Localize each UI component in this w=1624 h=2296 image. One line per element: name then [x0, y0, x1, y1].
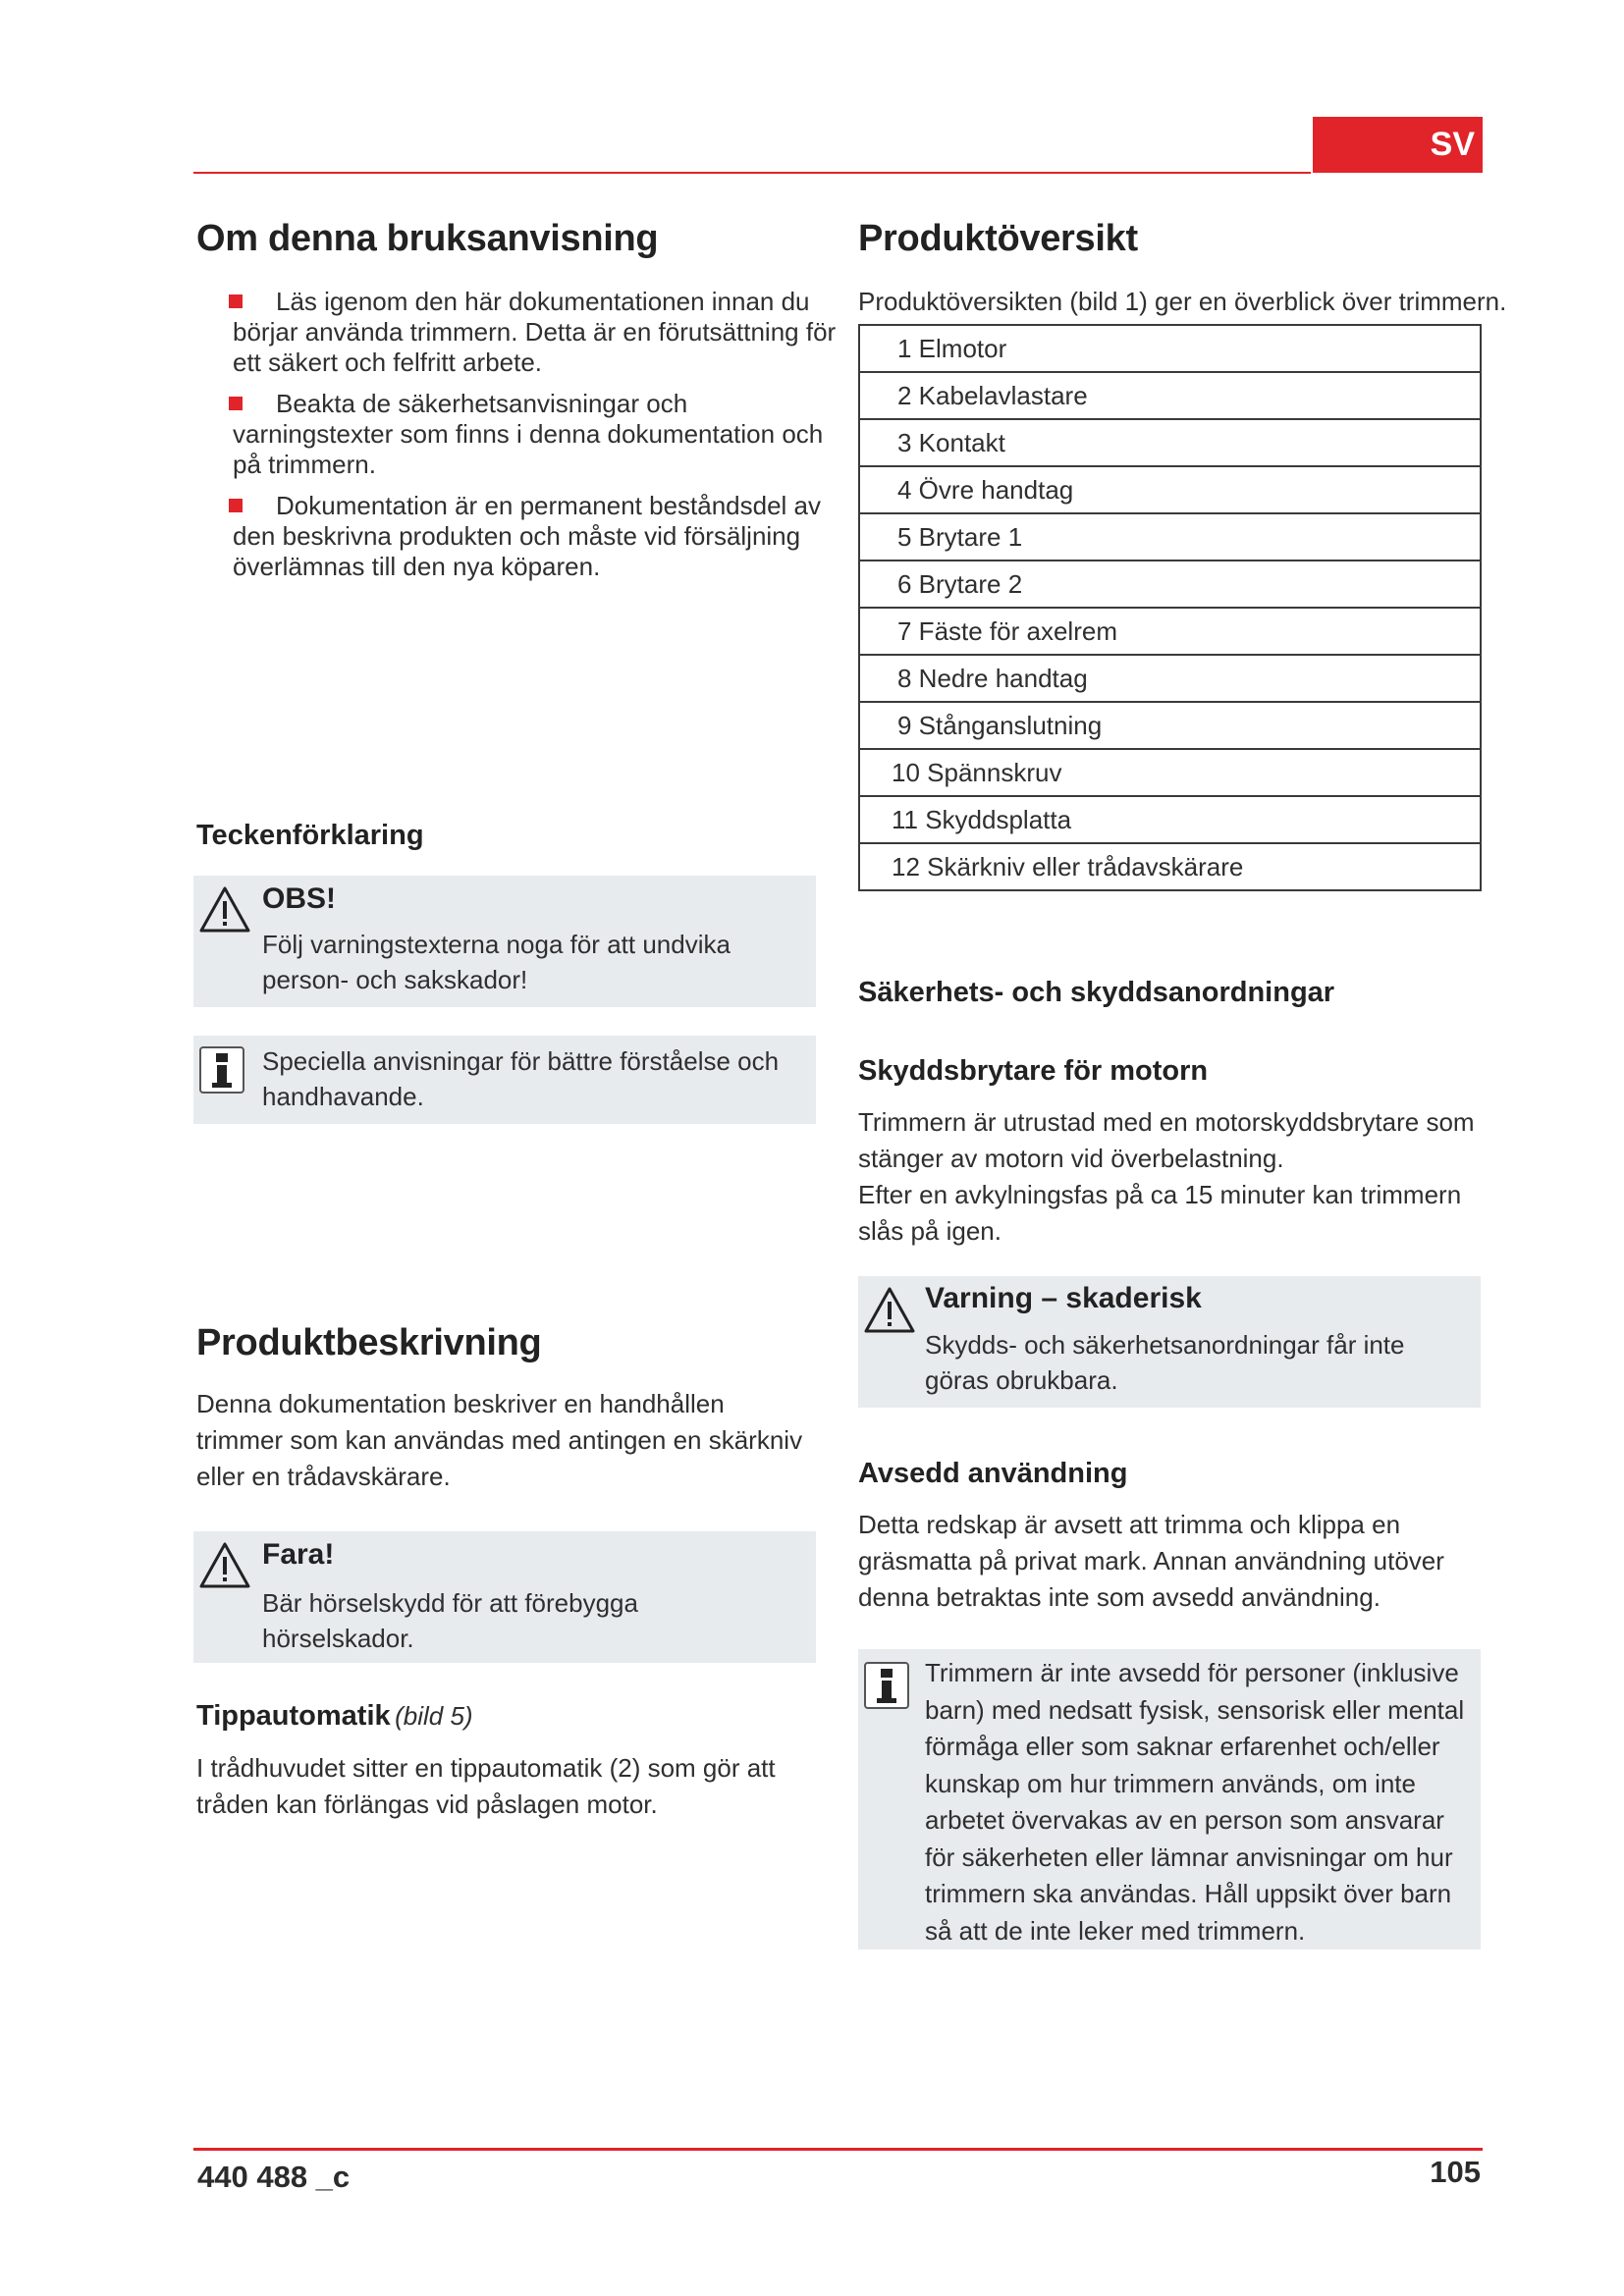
- table-cell: 8 Nedre handtag: [859, 655, 1481, 702]
- bullet-square-icon: [229, 499, 243, 512]
- tipp-heading: [196, 1700, 473, 1733]
- motor-protection-text-1: Trimmern är utrustad med en motorskyddsbrytare som stänger av motorn vid överbelastning.: [858, 1107, 1475, 1173]
- motor-protection-title: Skyddsbrytare för motorn: [858, 1055, 1209, 1087]
- bullet-square-icon: [229, 294, 243, 308]
- obs-text: Följ varningstexterna noga för att undvika person- och sakskador!: [262, 930, 731, 994]
- warning-triangle-icon: [863, 1286, 916, 1335]
- table-row: [859, 702, 1481, 749]
- warning-title: Varning – skaderisk: [925, 1282, 1202, 1314]
- safety-title: Säkerhets- och skyddsanordningar: [858, 977, 1335, 1008]
- table-cell: 2 Kabelavlastare: [859, 372, 1481, 419]
- page-number: 105: [1430, 2155, 1481, 2189]
- danger-title: Fara!: [262, 1538, 335, 1571]
- motor-protection-text-2: Efter en avkylningsfas på ca 15 minuter kan trimmern slås på igen.: [858, 1180, 1462, 1246]
- about-title: Om denna bruksanvisning: [196, 218, 659, 259]
- parts-table: [858, 324, 1482, 891]
- table-row: [859, 655, 1481, 702]
- legend-title: Teckenförklaring: [196, 820, 424, 851]
- intended-info-box: [858, 1649, 1481, 1949]
- table-cell: 9 Stånganslutning: [859, 702, 1481, 749]
- table-row: [859, 372, 1481, 419]
- table-row: [859, 749, 1481, 796]
- warning-text: Skydds- och säkerhetsanordningar får inte göras obrukbara.: [925, 1330, 1405, 1395]
- table-cell: 12 Skärkniv eller trådavskärare: [859, 843, 1481, 890]
- table-cell: 6 Brytare 2: [859, 561, 1481, 608]
- header-rule: [193, 172, 1311, 174]
- table-cell: 5 Brytare 1: [859, 513, 1481, 561]
- intended-use-title: Avsedd användning: [858, 1458, 1128, 1489]
- table-cell: 7 Fäste för axelrem: [859, 608, 1481, 655]
- table-cell: 11 Skyddsplatta: [859, 796, 1481, 843]
- language-tab: SV: [1313, 117, 1483, 173]
- product-description-text: Denna dokumentation beskriver en handhållen trimmer som kan användas med antingen en skärkniv eller en trådavskärare.: [196, 1389, 803, 1491]
- intended-use-text: Detta redskap är avsett att trimma och klippa en gräsmatta på privat mark. Annan användning utöver denna betraktas inte som avsedd användning.: [858, 1510, 1444, 1612]
- tipp-ref: (bild 5): [395, 1701, 473, 1731]
- table-row: [859, 608, 1481, 655]
- obs-box: [193, 876, 816, 1007]
- table-row: [859, 513, 1481, 561]
- overview-intro: Produktöversikten (bild 1) ger en överblick över trimmern.: [858, 287, 1507, 316]
- overview-title: Produktöversikt: [858, 218, 1138, 259]
- list-item: Läs igenom den här dokumentationen innan du börjar använda trimmern. Detta är en förutsättning för ett säkert och felfritt arbete.: [196, 287, 854, 378]
- table-cell: 1 Elmotor: [859, 325, 1481, 372]
- warning-box: [858, 1276, 1481, 1408]
- info-box: [193, 1036, 816, 1124]
- table-row: [859, 796, 1481, 843]
- intended-info-text: Trimmern är inte avsedd för personer (inklusive barn) med nedsatt fysisk, sensorisk eller mental förmåga eller som saknar erfarenhet och/eller kunskap om hur trimmern används, om inte arbetet övervakas av en person som ansvarar för säkerheten eller lämnar anvisningar om hur trimmern ska användas. Håll uppsikt över barn så att de inte leker med trimmern.: [925, 1658, 1465, 1946]
- table-row: [859, 843, 1481, 890]
- warning-triangle-icon: [198, 885, 251, 934]
- footer-rule: [193, 2148, 1483, 2151]
- bullet-square-icon: [229, 397, 243, 410]
- table-row: [859, 325, 1481, 372]
- table-row: [859, 419, 1481, 466]
- warning-triangle-icon: [198, 1541, 251, 1590]
- list-item: Dokumentation är en permanent beståndsdel av den beskrivna produkten och måste vid försäljning överlämnas till den nya köparen.: [196, 491, 854, 582]
- tipp-text: I trådhuvudet sitter en tippautomatik (2) som gör att tråden kan förlängas vid påslagen motor.: [196, 1753, 776, 1819]
- product-description-title: Produktbeskrivning: [196, 1322, 542, 1363]
- obs-title: OBS!: [262, 882, 336, 915]
- document-code: 440 488 _c: [197, 2160, 351, 2194]
- table-cell: 10 Spännskruv: [859, 749, 1481, 796]
- table-cell: 3 Kontakt: [859, 419, 1481, 466]
- about-bullet-list: [196, 287, 854, 593]
- info-text: Speciella anvisningar för bättre förståelse och handhavande.: [262, 1046, 780, 1111]
- danger-text: Bär hörselskydd för att förebygga hörselskador.: [262, 1588, 638, 1653]
- table-cell: 4 Övre handtag: [859, 466, 1481, 513]
- info-icon: [198, 1045, 245, 1095]
- danger-box: [193, 1531, 816, 1663]
- info-icon: [863, 1661, 910, 1710]
- list-item: Beakta de säkerhetsanvisningar och varningstexter som finns i denna dokumentation och på trimmern.: [196, 389, 854, 480]
- table-row: [859, 466, 1481, 513]
- tipp-title: Tippautomatik: [196, 1700, 391, 1732]
- table-row: [859, 561, 1481, 608]
